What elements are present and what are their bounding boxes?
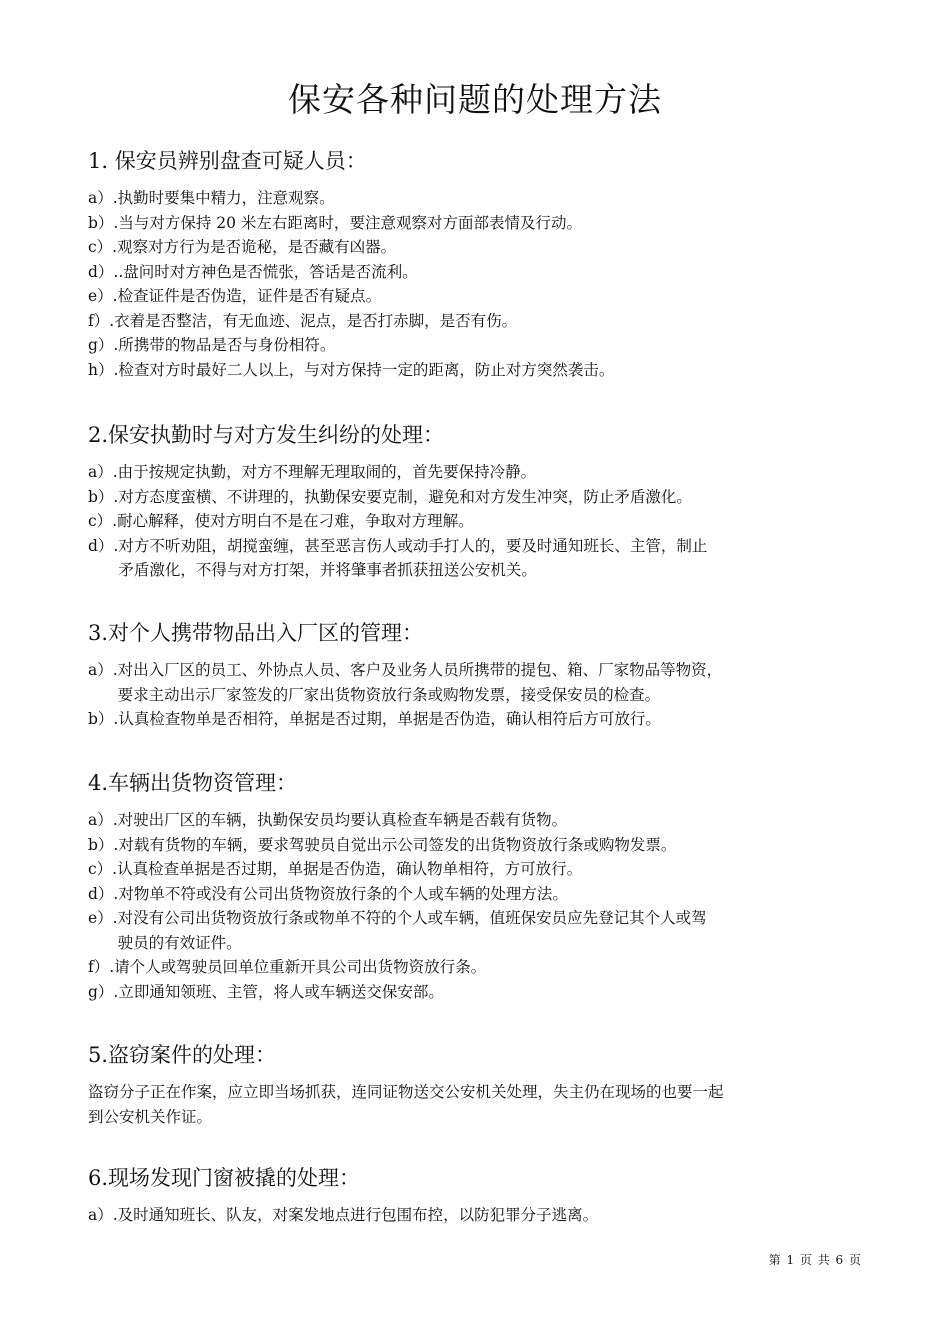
item-line: 耐心解释，使对方明白不是在刁难，争取对方理解。 xyxy=(117,512,474,530)
item-line: 对没有公司出货物资放行条或物单不符的个人或车辆，值班保安员应先登记其个人或驾 xyxy=(117,909,707,927)
item-text xyxy=(114,309,868,334)
item-marker: a）. xyxy=(88,661,118,679)
page-footer: 第 1 页 共 6 页 xyxy=(768,1253,862,1267)
list-item xyxy=(88,235,868,260)
paragraph-line: 盗窃分子正在作案，应立即当场抓获，连同证物送交公安机关处理，失主仍在现场的也要一起 xyxy=(88,1083,724,1101)
item-line: 衣着是否整洁，有无血迹、泥点，是否打赤脚，是否有伤。 xyxy=(114,311,518,330)
list-item xyxy=(88,707,868,732)
item-line: .盘问时对方神色是否慌张，答话是否流利。 xyxy=(118,262,418,281)
list-item xyxy=(88,833,868,858)
item-line: 及时通知班长、队友，对案发地点进行包围布控，以防犯罪分子逃离。 xyxy=(117,1206,599,1224)
item-text xyxy=(118,260,868,285)
section-heading: 3.对个人携带物品出入厂区的管理： xyxy=(88,621,424,645)
item-marker: c）. xyxy=(88,860,118,878)
list-item xyxy=(88,309,868,334)
item-text xyxy=(118,211,868,236)
item-line: 观察对方行为是否诡秘，是否藏有凶器。 xyxy=(117,238,397,256)
section-5 xyxy=(88,1040,868,1130)
item-text xyxy=(118,333,868,358)
list-item xyxy=(88,509,868,534)
item-line: 检查对方时最好二人以上，与对方保持一定的距离，防止对方突然袭击。 xyxy=(118,360,615,379)
item-list xyxy=(88,658,868,732)
item-text xyxy=(118,833,868,858)
list-item xyxy=(88,333,868,358)
item-line: 当与对方保持 20 米左右距离时，要注意观察对方面部表情及行动。 xyxy=(118,213,582,232)
item-marker: a）. xyxy=(88,463,118,481)
item-line: 对出入厂区的员工、外协点人员、客户及业务人员所携带的提包、箱、厂家物品等物资， xyxy=(117,661,723,679)
item-line: 认真检查单据是否过期，单据是否伪造，确认物单相符，方可放行。 xyxy=(117,860,583,878)
section-heading: 4.车辆出货物资管理： xyxy=(88,771,298,795)
section-paragraph xyxy=(88,1080,868,1130)
item-text xyxy=(118,358,868,383)
section-heading: 1. 保安员辨别盘查可疑人员： xyxy=(88,149,367,173)
item-line: 对方态度蛮横、不讲理的，执勤保安要克制，避免和对方发生冲突，防止矛盾激化。 xyxy=(118,487,692,506)
item-list xyxy=(88,460,868,583)
section-1 xyxy=(88,146,868,382)
item-marker: f）. xyxy=(88,958,115,976)
item-text xyxy=(118,707,868,732)
section-heading: 5.盗窃案件的处理： xyxy=(88,1043,277,1067)
item-text xyxy=(118,906,868,955)
item-line: 请个人或驾驶员回单位重新开具公司出货物资放行条。 xyxy=(114,958,487,976)
item-list xyxy=(88,186,868,382)
item-marker: e）. xyxy=(88,909,118,927)
item-line: 矛盾激化，不得与对方打架，并将肇事者抓获扭送公安机关。 xyxy=(118,561,537,579)
item-list xyxy=(88,808,868,1004)
item-marker: c）. xyxy=(88,238,118,256)
item-line: 要求主动出示厂家签发的厂家出货物资放行条或购物发票，接受保安员的检查。 xyxy=(117,685,661,704)
list-item xyxy=(88,1203,868,1228)
item-marker: b）. xyxy=(88,710,119,728)
section-2 xyxy=(88,420,868,583)
item-text xyxy=(117,857,868,882)
item-marker: a）. xyxy=(88,811,118,829)
list-item xyxy=(88,857,868,882)
item-marker: d）. xyxy=(88,536,119,555)
list-item xyxy=(88,358,868,383)
section-4 xyxy=(88,768,868,1004)
list-item xyxy=(88,658,868,707)
item-marker: a）. xyxy=(88,189,118,207)
item-marker: b）. xyxy=(88,213,119,232)
list-item xyxy=(88,534,868,583)
section-heading: 6.现场发现门窗被撬的处理： xyxy=(88,1166,361,1190)
item-text xyxy=(114,955,868,980)
list-item xyxy=(88,460,868,485)
list-item xyxy=(88,980,868,1005)
item-text xyxy=(117,509,868,534)
list-item xyxy=(88,284,868,309)
list-item xyxy=(88,260,868,285)
section-3 xyxy=(88,618,868,732)
item-text xyxy=(118,460,868,485)
item-text xyxy=(117,235,868,260)
item-text xyxy=(118,534,868,583)
item-marker: a）. xyxy=(88,1206,118,1224)
item-marker: d）. xyxy=(88,262,119,281)
list-item xyxy=(88,955,868,980)
item-line: 驶员的有效证件。 xyxy=(117,933,242,952)
paragraph-line: 到公安机关作证。 xyxy=(88,1108,213,1126)
section-6 xyxy=(88,1163,868,1228)
item-text xyxy=(118,284,868,309)
item-line: 由于按规定执勤，对方不理解无理取闹的，首先要保持冷静。 xyxy=(117,463,537,481)
item-text xyxy=(118,186,868,211)
section-heading: 2.保安执勤时与对方发生纠纷的处理： xyxy=(88,423,445,447)
list-item xyxy=(88,485,868,510)
item-text xyxy=(118,658,868,707)
item-marker: b）. xyxy=(88,487,119,506)
item-line: 立即通知领班、主管，将人或车辆送交保安部。 xyxy=(118,982,444,1001)
item-line: 对方不听劝阻，胡搅蛮缠，甚至恶言伤人或动手打人的，要及时通知班长、主管，制止 xyxy=(118,536,708,555)
item-marker: e）. xyxy=(88,287,118,305)
item-text xyxy=(118,882,868,907)
list-item xyxy=(88,882,868,907)
item-line: 对载有货物的车辆，要求驾驶员自觉出示公司签发的出货物资放行条或购物发票。 xyxy=(118,835,677,854)
item-list xyxy=(88,1203,868,1228)
item-line: 对物单不符或没有公司出货物资放行条的个人或车辆的处理方法。 xyxy=(118,884,568,903)
item-text xyxy=(118,808,868,833)
list-item xyxy=(88,906,868,955)
item-line: 执勤时要集中精力，注意观察。 xyxy=(117,189,335,207)
item-marker: b）. xyxy=(88,835,119,854)
item-marker: f）. xyxy=(88,311,115,330)
item-line: 认真检查物单是否相符，单据是否过期，单据是否伪造，确认相符后方可放行。 xyxy=(118,710,661,728)
list-item xyxy=(88,211,868,236)
item-marker: h）. xyxy=(88,360,119,379)
list-item xyxy=(88,808,868,833)
item-marker: g）. xyxy=(88,982,119,1001)
item-line: 对驶出厂区的车辆，执勤保安员均要认真检查车辆是否载有货物。 xyxy=(117,811,568,829)
item-text xyxy=(118,980,868,1005)
item-line: 检查证件是否伪造，证件是否有疑点。 xyxy=(117,287,382,305)
item-text xyxy=(118,485,868,510)
document-title: 保安各种问题的处理方法 xyxy=(288,80,662,119)
item-marker: c）. xyxy=(88,512,118,530)
item-marker: g）. xyxy=(88,336,119,354)
item-text xyxy=(118,1203,868,1228)
list-item xyxy=(88,186,868,211)
item-line: 所携带的物品是否与身份相符。 xyxy=(118,336,336,354)
item-marker: d）. xyxy=(88,884,119,903)
